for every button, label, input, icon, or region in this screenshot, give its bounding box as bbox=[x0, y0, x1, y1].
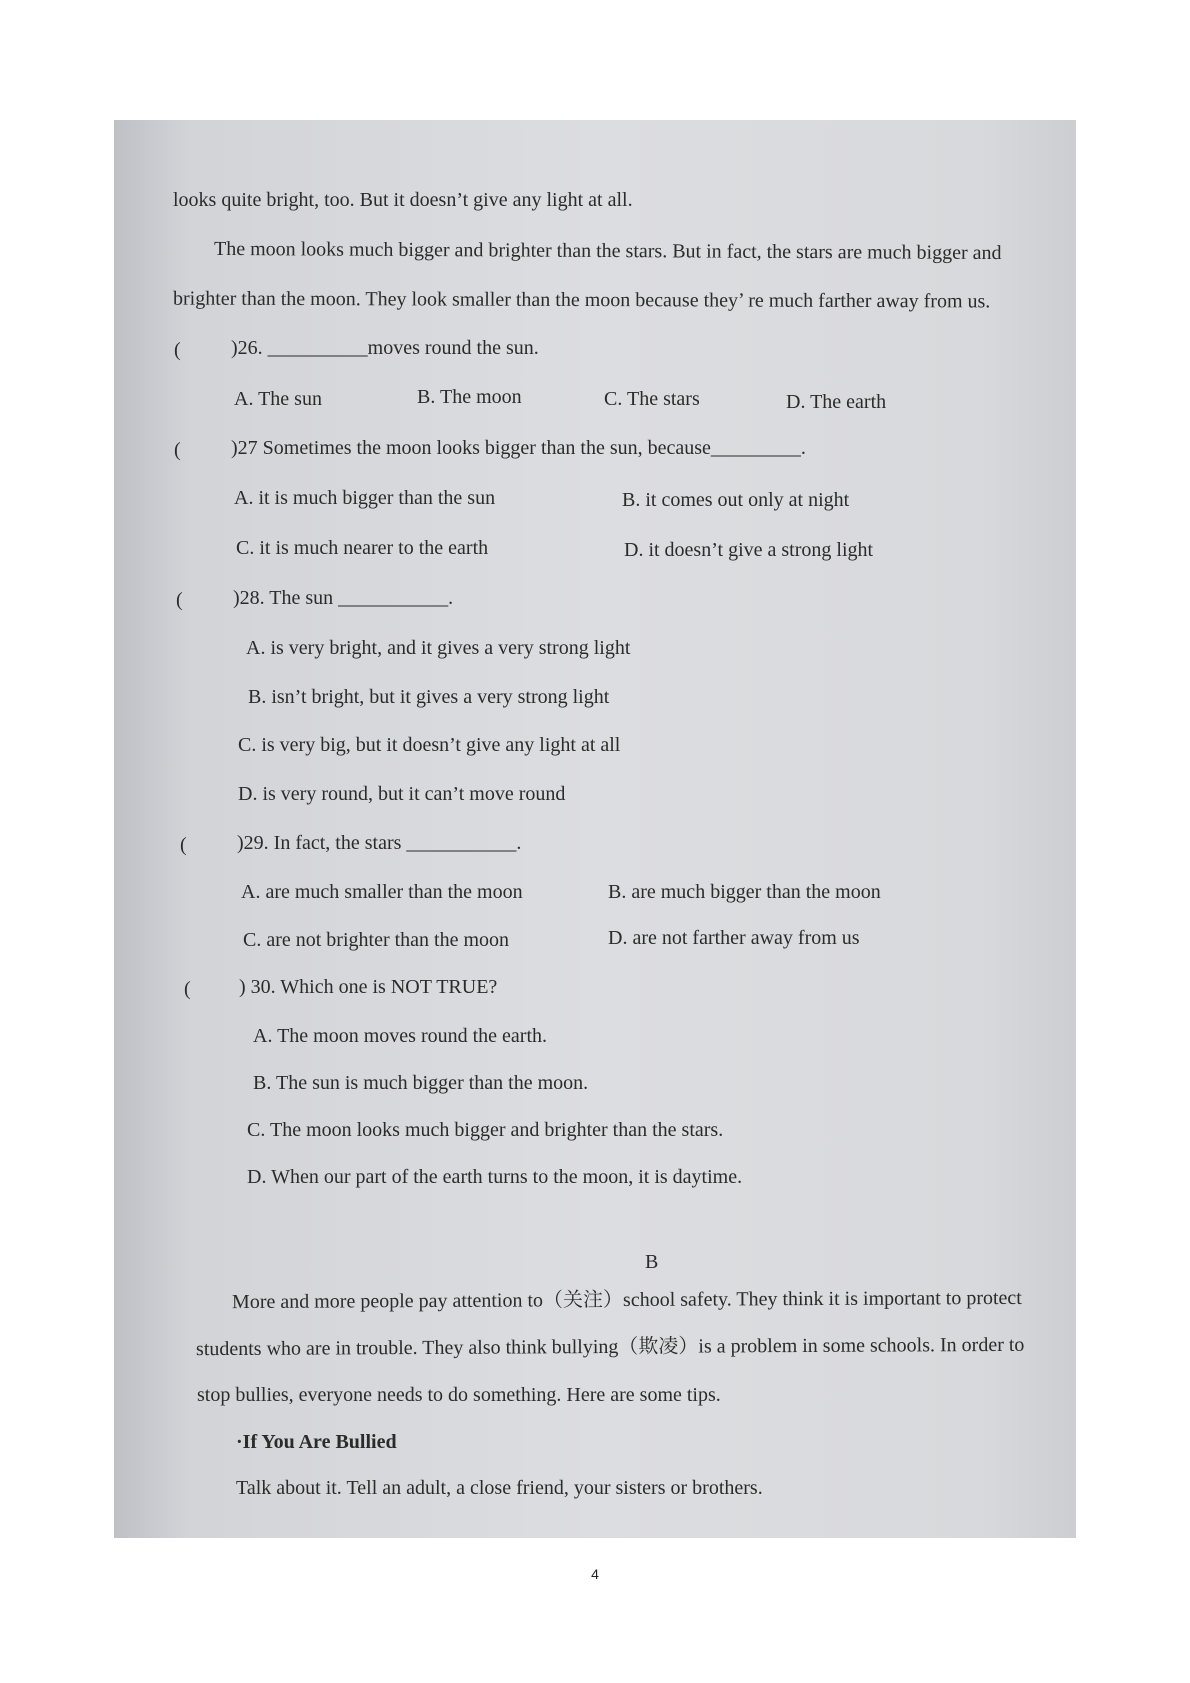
option: C. The moon looks much bigger and brighter than the stars. bbox=[247, 1119, 724, 1141]
question-stem: ) 30. Which one is NOT TRUE? bbox=[239, 976, 498, 998]
option: D. it doesn’t give a strong light bbox=[624, 539, 874, 561]
passage-line: stop bullies, everyone needs to do something. Here are some tips. bbox=[197, 1384, 721, 1406]
option: D. is very round, but it can’t move round bbox=[238, 783, 566, 805]
option: B. it comes out only at night bbox=[622, 489, 850, 511]
option: C. are not brighter than the moon bbox=[243, 929, 510, 951]
answer-paren: ( bbox=[180, 834, 187, 856]
option: D. The earth bbox=[786, 391, 887, 413]
question-stem: )29. In fact, the stars ___________. bbox=[237, 832, 522, 854]
answer-paren: ( bbox=[174, 439, 181, 461]
option: B. The sun is much bigger than the moon. bbox=[253, 1072, 589, 1094]
passage-line: Talk about it. Tell an adult, a close friend, your sisters or brothers. bbox=[236, 1477, 763, 1499]
passage-line: The moon looks much bigger and brighter than the stars. But in fact, the stars are much bigger and bbox=[213, 237, 1002, 265]
option: B. The moon bbox=[417, 386, 522, 408]
option: C. it is much nearer to the earth bbox=[236, 537, 489, 559]
passage-line: brighter than the moon. They look smaller than the moon because they’ re much farther away from us. bbox=[172, 287, 991, 313]
option: B. isn’t bright, but it gives a very strong light bbox=[248, 686, 610, 708]
page-number: 4 bbox=[591, 1566, 599, 1582]
passage-line: looks quite bright, too. But it doesn’t give any light at all. bbox=[173, 189, 633, 211]
option: A. The sun bbox=[234, 388, 322, 410]
scanned-page bbox=[114, 120, 1076, 1538]
option: B. are much bigger than the moon bbox=[608, 881, 881, 903]
answer-paren: ( bbox=[174, 339, 181, 361]
option: A. The moon moves round the earth. bbox=[253, 1025, 548, 1047]
option: D. When our part of the earth turns to the moon, it is daytime. bbox=[247, 1166, 743, 1188]
option: A. are much smaller than the moon bbox=[241, 881, 523, 903]
question-stem: )28. The sun ___________. bbox=[233, 587, 454, 609]
section-heading: B bbox=[645, 1251, 659, 1273]
option: D. are not farther away from us bbox=[608, 927, 860, 949]
passage-line: students who are in trouble. They also think bullying（欺凌）is a problem in some schools. In order to bbox=[195, 1333, 1025, 1361]
option: C. is very big, but it doesn’t give any light at all bbox=[238, 734, 621, 756]
option: C. The stars bbox=[604, 388, 700, 410]
subheading: ·If You Are Bullied bbox=[236, 1431, 397, 1453]
passage-line: More and more people pay attention to（关注）school safety. They think it is important to protect bbox=[231, 1286, 1022, 1314]
answer-paren: ( bbox=[184, 978, 191, 1000]
question-stem: )27 Sometimes the moon looks bigger than the sun, because_________. bbox=[231, 437, 806, 459]
option: A. is very bright, and it gives a very strong light bbox=[246, 637, 631, 659]
option: A. it is much bigger than the sun bbox=[234, 487, 496, 509]
question-stem: )26. __________moves round the sun. bbox=[231, 337, 539, 359]
answer-paren: ( bbox=[176, 589, 183, 611]
